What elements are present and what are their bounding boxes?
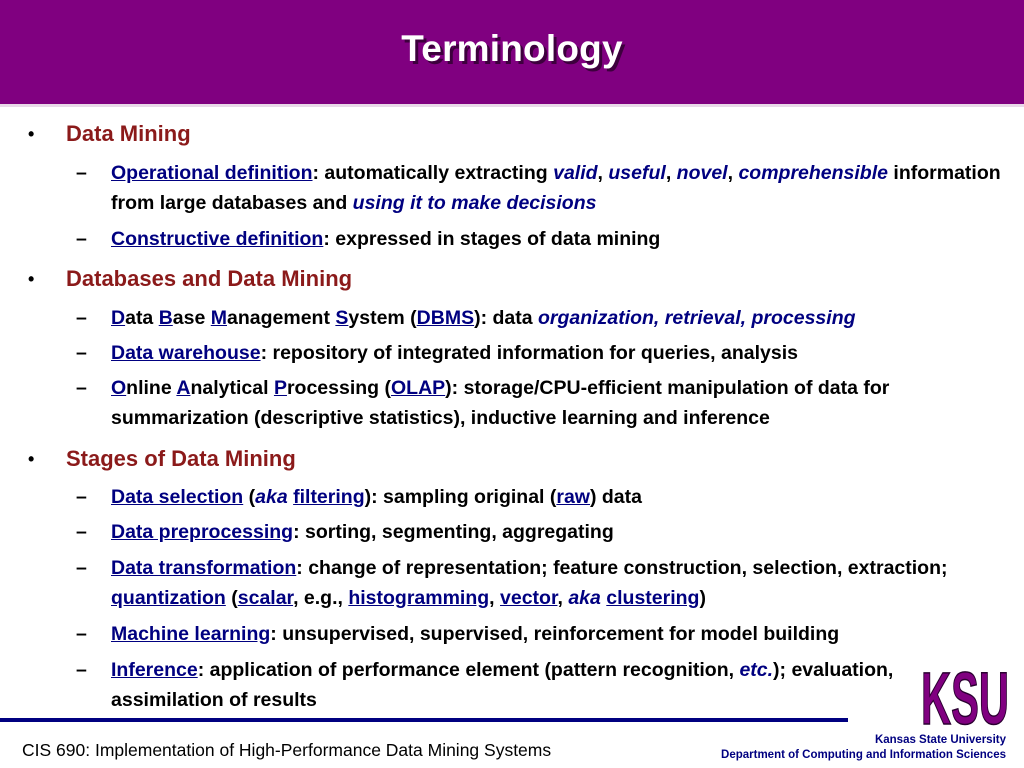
list-item-text <box>111 373 1001 433</box>
dash-icon: – <box>76 623 87 645</box>
emphasis-text: using it to make decisions <box>352 192 597 214</box>
university-info <box>721 733 1006 763</box>
term-link[interactable]: quantization <box>111 587 226 609</box>
body-text: : change of representation; feature construction, selection, extraction; <box>296 557 948 579</box>
term-link[interactable]: raw <box>556 486 590 508</box>
body-text: : sorting, segmenting, aggregating <box>293 521 614 543</box>
list-item-text <box>111 482 1001 512</box>
emphasis-text: useful <box>608 162 666 184</box>
body-text: , <box>727 162 739 184</box>
term-link[interactable]: DBMS <box>416 307 475 329</box>
emphasis-text: valid <box>553 162 598 184</box>
body-text: , <box>489 587 501 609</box>
emphasis-text: organization, retrieval, processing <box>538 307 856 329</box>
term-link[interactable]: filtering <box>293 486 365 508</box>
slide-title: Terminology <box>401 28 623 69</box>
term-link[interactable]: scalar <box>237 587 294 609</box>
body-text: ata <box>125 307 159 329</box>
list-item-text <box>111 224 1001 254</box>
body-text: nline <box>126 377 177 399</box>
body-text: , <box>557 587 569 609</box>
term-link[interactable]: B <box>158 307 173 329</box>
term-link[interactable]: histogramming <box>348 587 490 609</box>
ksu-logo-text: KSU <box>921 660 1009 730</box>
term-link[interactable]: O <box>111 377 127 399</box>
term-link[interactable]: Data preprocessing <box>111 521 294 543</box>
body-text: ( <box>243 486 256 508</box>
body-text: ) data <box>589 486 642 508</box>
body-text: : expressed in stages of data mining <box>323 228 661 250</box>
term-link[interactable]: OLAP <box>391 377 446 399</box>
body-text: : repository of integrated information for queries, analysis <box>260 342 798 364</box>
body-text: : unsupervised, supervised, reinforcement for model building <box>270 623 840 645</box>
course-title: CIS 690: Implementation of High-Performance Data Mining Systems <box>22 740 552 760</box>
emphasis-text: comprehensible <box>738 162 888 184</box>
body-text: ( <box>225 587 238 609</box>
term-link[interactable]: vector <box>500 587 558 609</box>
body-text: ): storage/CPU-efficient manipulation of data for summarization (descriptive statistics), inductive learning and inference <box>111 377 890 429</box>
body-text: rocessing ( <box>286 377 391 399</box>
dash-icon: – <box>76 342 87 364</box>
emphasis-text: etc. <box>739 659 774 681</box>
university-name: Kansas State University <box>874 734 1006 746</box>
term-link[interactable]: Operational definition <box>111 162 313 184</box>
section-heading-text: Stages of Data Mining <box>66 446 296 471</box>
term-link[interactable]: A <box>176 377 191 399</box>
dash-icon: – <box>76 228 87 250</box>
term-link[interactable]: Inference <box>111 659 198 681</box>
term-link[interactable]: Constructive definition <box>111 228 324 250</box>
footer-divider <box>0 718 848 722</box>
title-bar <box>0 0 1024 107</box>
term-link[interactable]: P <box>273 377 287 399</box>
emphasis-text: novel <box>676 162 728 184</box>
bullet-icon: • <box>28 449 35 469</box>
list-item-text <box>111 338 1001 368</box>
bullet-icon: • <box>28 124 35 144</box>
body-text: , e.g., <box>293 587 349 609</box>
list-item-text <box>111 619 1001 649</box>
term-link[interactable]: Data selection <box>111 486 244 508</box>
body-text: anagement <box>227 307 336 329</box>
list-item-text <box>111 553 1001 613</box>
dash-icon: – <box>76 162 87 184</box>
list-item-text <box>111 517 1001 547</box>
ksu-logo <box>917 660 1012 730</box>
body-text: information from large databases and <box>111 162 1001 214</box>
body-text: , <box>665 162 677 184</box>
department-name: Department of Computing and Information Sciences <box>721 749 1006 761</box>
body-text: ): data <box>474 307 539 329</box>
body-text: , <box>597 162 609 184</box>
list-item-text <box>111 158 1001 218</box>
term-link[interactable]: Data transformation <box>111 557 297 579</box>
term-link[interactable]: M <box>210 307 227 329</box>
body-text: ) <box>699 587 706 609</box>
dash-icon: – <box>76 659 87 681</box>
body-text: : automatically extracting <box>312 162 554 184</box>
dash-icon: – <box>76 486 87 508</box>
term-link[interactable]: clustering <box>606 587 700 609</box>
term-link[interactable]: Machine learning <box>111 623 271 645</box>
dash-icon: – <box>76 307 87 329</box>
term-link[interactable]: D <box>111 307 126 329</box>
list-item-text <box>111 303 1001 333</box>
bullet-icon: • <box>28 269 35 289</box>
dash-icon: – <box>76 377 87 399</box>
body-text: ystem ( <box>348 307 417 329</box>
body-text: nalytical <box>190 377 274 399</box>
body-text: ase <box>172 307 211 329</box>
term-link[interactable]: S <box>335 307 349 329</box>
body-text: ); evaluation, assimilation of results <box>111 659 894 711</box>
term-link[interactable]: Data warehouse <box>111 342 261 364</box>
body-text: ): sampling original ( <box>364 486 557 508</box>
emphasis-text: aka <box>568 587 601 609</box>
dash-icon: – <box>76 557 87 579</box>
emphasis-text: aka <box>255 486 288 508</box>
section-heading-text: Databases and Data Mining <box>66 266 353 291</box>
section-heading-text: Data Mining <box>66 121 191 146</box>
body-text: : application of performance element (pattern recognition, <box>197 659 740 681</box>
dash-icon: – <box>76 521 87 543</box>
list-item-text <box>111 655 911 715</box>
